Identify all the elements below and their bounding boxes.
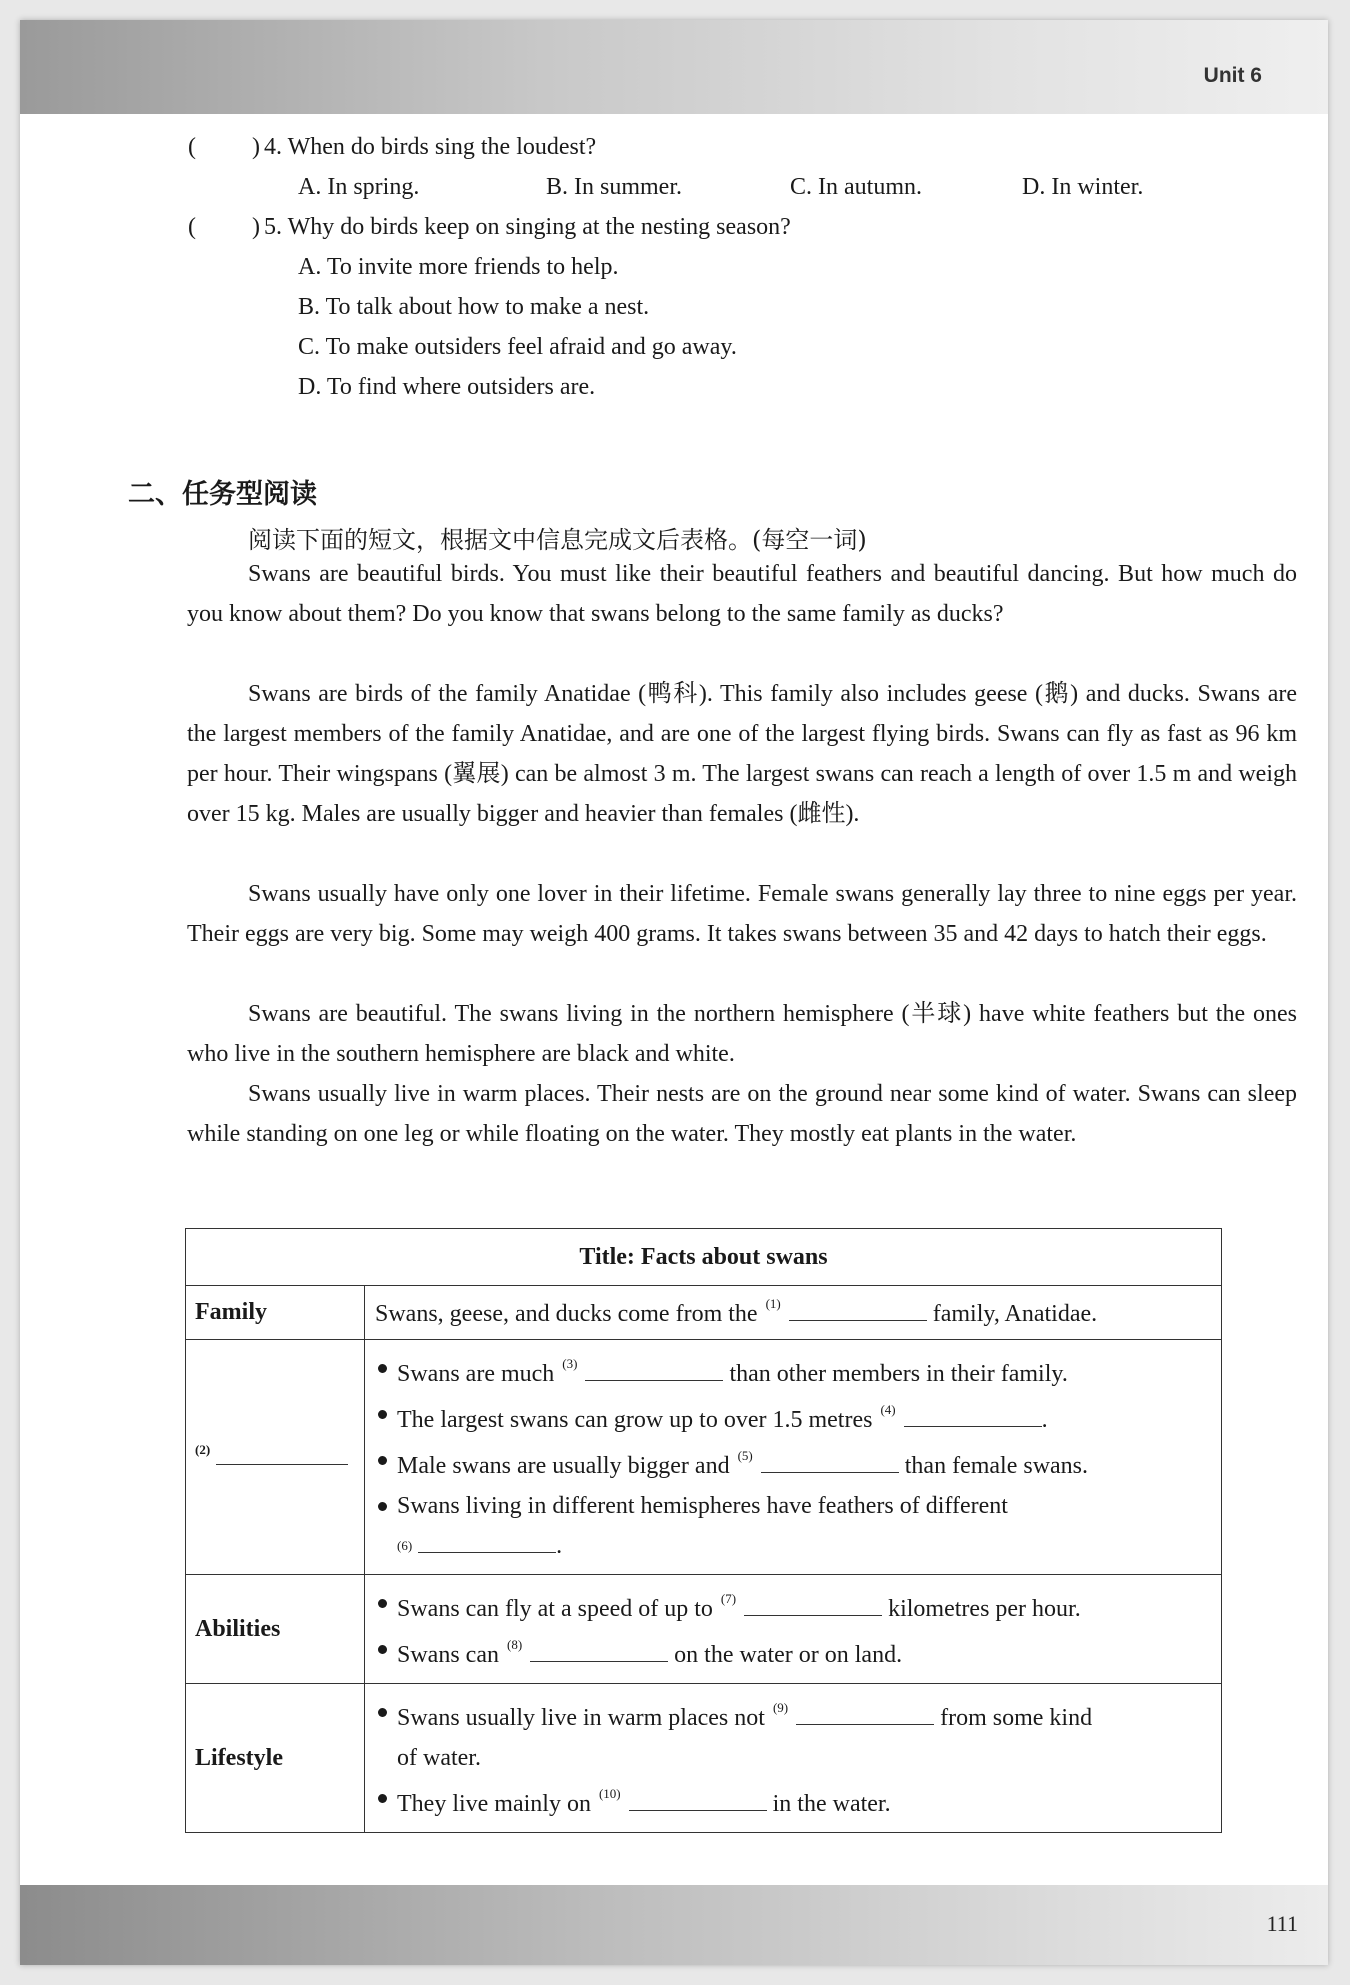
list-item bbox=[375, 1394, 1211, 1440]
blank-number: (6) bbox=[397, 1538, 413, 1553]
option-b: B. To talk about how to make a nest. bbox=[298, 294, 650, 320]
answer-paren-close: ) bbox=[252, 134, 260, 160]
blank-number: (4) bbox=[880, 1402, 896, 1417]
answer-blank[interactable] bbox=[789, 1298, 927, 1321]
workbook-page bbox=[20, 20, 1328, 1965]
sentence-text: Swans can bbox=[397, 1642, 499, 1668]
sentence-text: from some kind bbox=[940, 1705, 1093, 1731]
passage-paragraph: Swans are beautiful birds. You must like their beautiful feathers and beautiful dancing. But how much do you know about them? Do you know that swans belong to the same family as ducks? bbox=[187, 561, 1297, 627]
blank-number: (1) bbox=[765, 1295, 781, 1311]
option-c: C. In autumn. bbox=[790, 174, 922, 200]
list-item bbox=[375, 1440, 1211, 1486]
option-b: B. In summer. bbox=[546, 174, 682, 200]
sentence-text: family, Anatidae. bbox=[932, 1300, 1098, 1327]
sentence-text: Swans are much bbox=[397, 1361, 555, 1387]
sentence-text: They live mainly on bbox=[397, 1791, 591, 1817]
list-item bbox=[375, 1348, 1211, 1394]
answer-blank[interactable] bbox=[744, 1593, 882, 1616]
passage-paragraph: Swans usually live in warm places. Their nests are on the ground near some kind of water. Swans can sleep while standing on one leg or while floating on the water. They mostly eat plants in the water. bbox=[187, 1081, 1297, 1147]
blank-number: (2) bbox=[195, 1442, 211, 1457]
page-number: 111 bbox=[1266, 1911, 1298, 1936]
family-cell bbox=[365, 1286, 1222, 1340]
sentence-text: than female swans. bbox=[904, 1453, 1089, 1479]
sentence-text: . bbox=[556, 1533, 563, 1559]
unit-label: Unit 6 bbox=[1203, 64, 1262, 87]
sentence-text: Swans, geese, and ducks come from the bbox=[375, 1300, 758, 1327]
answer-blank[interactable] bbox=[796, 1702, 934, 1725]
question-stem: 5. Why do birds keep on singing at the nesting season? bbox=[264, 214, 791, 240]
sentence-text: in the water. bbox=[772, 1791, 891, 1817]
option-c: C. To make outsiders feel afraid and go away. bbox=[298, 334, 737, 360]
sentence-text: Swans can fly at a speed of up to bbox=[397, 1596, 713, 1622]
list-item-continuation bbox=[375, 1526, 1211, 1566]
sentence-text: . bbox=[1041, 1407, 1048, 1433]
sentence-text: The largest swans can grow up to over 1.5 metres bbox=[397, 1407, 873, 1433]
sentence-text: Male swans are usually bigger and bbox=[397, 1453, 730, 1479]
list-item bbox=[375, 1486, 1211, 1526]
passage-paragraph: Swans usually have only one lover in their lifetime. Female swans generally lay three to nine eggs per year. Their eggs are very big. Some may weigh 400 grams. It takes swans between 35 and 42 days to hatch their eggs. bbox=[187, 881, 1297, 947]
row-label-blank bbox=[186, 1340, 365, 1575]
blank-number: (7) bbox=[720, 1591, 737, 1606]
answer-blank[interactable] bbox=[530, 1639, 668, 1662]
row-label-lifestyle: Lifestyle bbox=[186, 1684, 365, 1833]
option-d: D. In winter. bbox=[1022, 174, 1144, 200]
option-d: D. To find where outsiders are. bbox=[298, 374, 596, 400]
option-a: A. In spring. bbox=[298, 174, 420, 200]
answer-blank[interactable] bbox=[585, 1358, 723, 1381]
header-band bbox=[20, 20, 1328, 114]
passage-paragraph: Swans are beautiful. The swans living in the northern hemisphere (半球) have white feathers but the ones who live in the southern hemisphere are black and white. bbox=[187, 1001, 1297, 1067]
sentence-text: Swans living in different hemispheres have feathers of different bbox=[397, 1493, 1008, 1519]
option-a: A. To invite more friends to help. bbox=[298, 254, 619, 280]
answer-blank[interactable] bbox=[904, 1404, 1042, 1427]
footer-band bbox=[20, 1885, 1328, 1965]
sentence-text: Swans usually live in warm places not bbox=[397, 1705, 765, 1731]
answer-blank[interactable] bbox=[629, 1788, 767, 1811]
blank-number: (5) bbox=[737, 1448, 753, 1463]
question-stem: 4. When do birds sing the loudest? bbox=[264, 134, 597, 160]
row-label-abilities: Abilities bbox=[186, 1575, 365, 1684]
sentence-text: on the water or on land. bbox=[674, 1642, 903, 1668]
list-item-continuation: of water. bbox=[397, 1745, 481, 1771]
answer-paren-close: ) bbox=[252, 214, 260, 240]
section-instruction: 阅读下面的短文，根据文中信息完成文后表格。(每空一词) bbox=[248, 526, 867, 554]
table-title: Title: Facts about swans bbox=[186, 1229, 1222, 1286]
lifestyle-cell bbox=[365, 1684, 1222, 1833]
facts-table bbox=[185, 1228, 1222, 1833]
section-title: 二、任务型阅读 bbox=[128, 479, 317, 510]
facts-cell bbox=[365, 1340, 1222, 1575]
answer-paren-open: ( bbox=[188, 134, 196, 160]
answer-blank[interactable] bbox=[418, 1530, 556, 1553]
sentence-text: than other members in their family. bbox=[729, 1361, 1068, 1387]
blank-number: (3) bbox=[562, 1356, 578, 1371]
row-label-family: Family bbox=[186, 1286, 365, 1340]
list-item bbox=[375, 1692, 1211, 1738]
blank-number: (9) bbox=[772, 1700, 789, 1715]
sentence-text: kilometres per hour. bbox=[888, 1596, 1081, 1622]
blank-number: (8) bbox=[506, 1637, 523, 1652]
answer-blank[interactable] bbox=[761, 1450, 899, 1473]
abilities-cell bbox=[365, 1575, 1222, 1684]
passage-paragraph: Swans are birds of the family Anatidae (鸭科). This family also includes geese (鹅) and ducks. Swans are the largest members of the family Anatidae, and are one of the largest flying birds. Swans can fly as fast as 96 km per hour. Their wingspans (翼展) can be almost 3 m. The largest swans can reach a length of over 1.5 m and weigh over 15 kg. Males are usually bigger and heavier than females (雌性). bbox=[187, 681, 1297, 827]
answer-blank[interactable] bbox=[216, 1442, 348, 1465]
list-item bbox=[375, 1583, 1211, 1629]
list-item bbox=[375, 1629, 1211, 1675]
blank-number: (10) bbox=[598, 1786, 621, 1801]
list-item bbox=[375, 1778, 1211, 1824]
answer-paren-open: ( bbox=[188, 214, 196, 240]
